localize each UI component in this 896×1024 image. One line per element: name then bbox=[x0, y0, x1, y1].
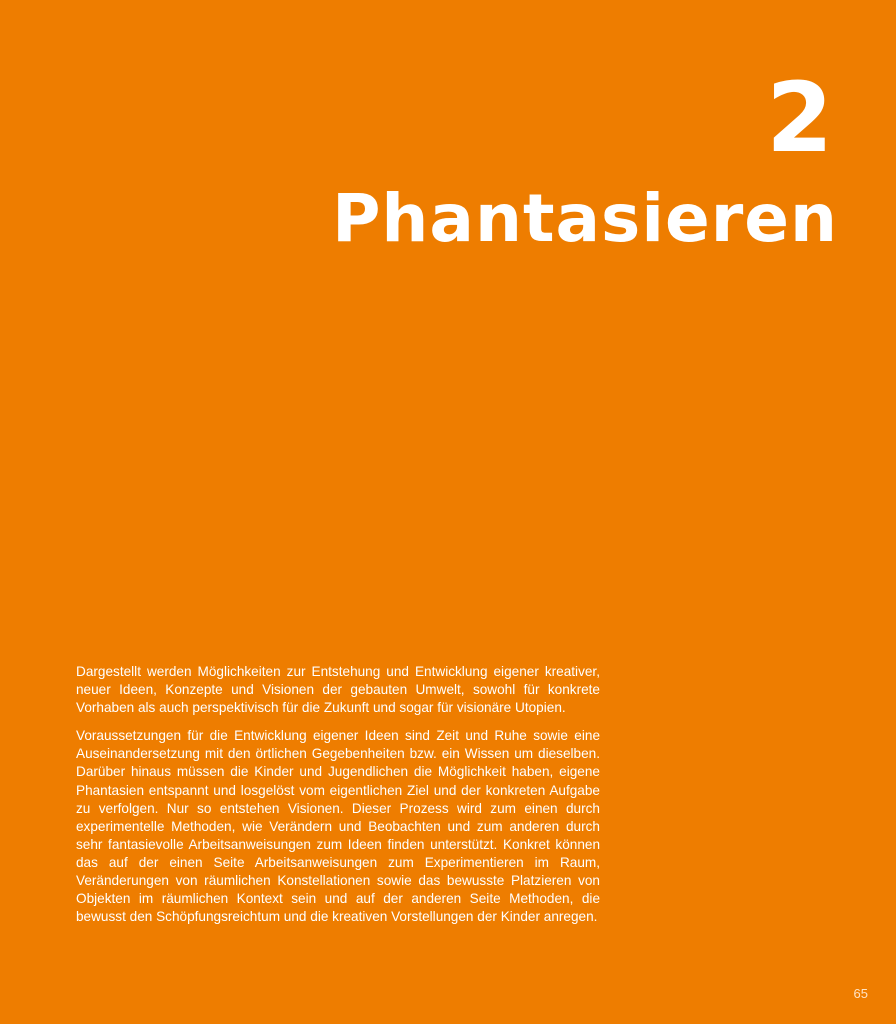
body-text bbox=[76, 663, 600, 936]
body-paragraph: Voraussetzungen für die Entwicklung eigener Ideen sind Zeit und Ruhe sowie eine Auseinandersetzung mit den örtlichen Gegebenheiten bzw. ein Wissen um dieselben. Darüber hinaus müssen die Kinder und Jugendlichen die Möglichkeit haben, eigene Phantasien entspannt und losgelöst vom eigentlichen Ziel und der konkreten Aufgabe zu verfolgen. Nur so entstehen Visionen. Dieser Prozess wird zum einen durch experimentelle Methoden, wie Verändern und Beobachten und zum anderen durch sehr fantasievolle Arbeitsanweisungen zum Ideen finden unterstützt. Konkret können das auf der einen Seite Arbeitsanweisungen zum Experimentieren im Raum, Veränderungen von räumlichen Konstellationen sowie das bewusste Platzieren von Objekten im räumlichen Kontext sein und auf der anderen Seite Methoden, die bewusst den Schöpfungsreichtum und die kreativen Vorstellungen der Kinder anregen. bbox=[76, 728, 600, 925]
page-number: 65 bbox=[853, 986, 868, 1001]
intro-paragraph: Dargestellt werden Möglichkeiten zur Entstehung und Entwicklung eigener kreativer, neuer Ideen, Konzepte und Visionen der gebauten Umwelt, sowohl für konkrete Vorhaben als auch perspektivisch für die Zukunft und sogar für visionäre Utopien. bbox=[76, 664, 600, 716]
chapter-number: 2 bbox=[766, 62, 834, 174]
chapter-title: Phantasieren bbox=[332, 180, 838, 257]
